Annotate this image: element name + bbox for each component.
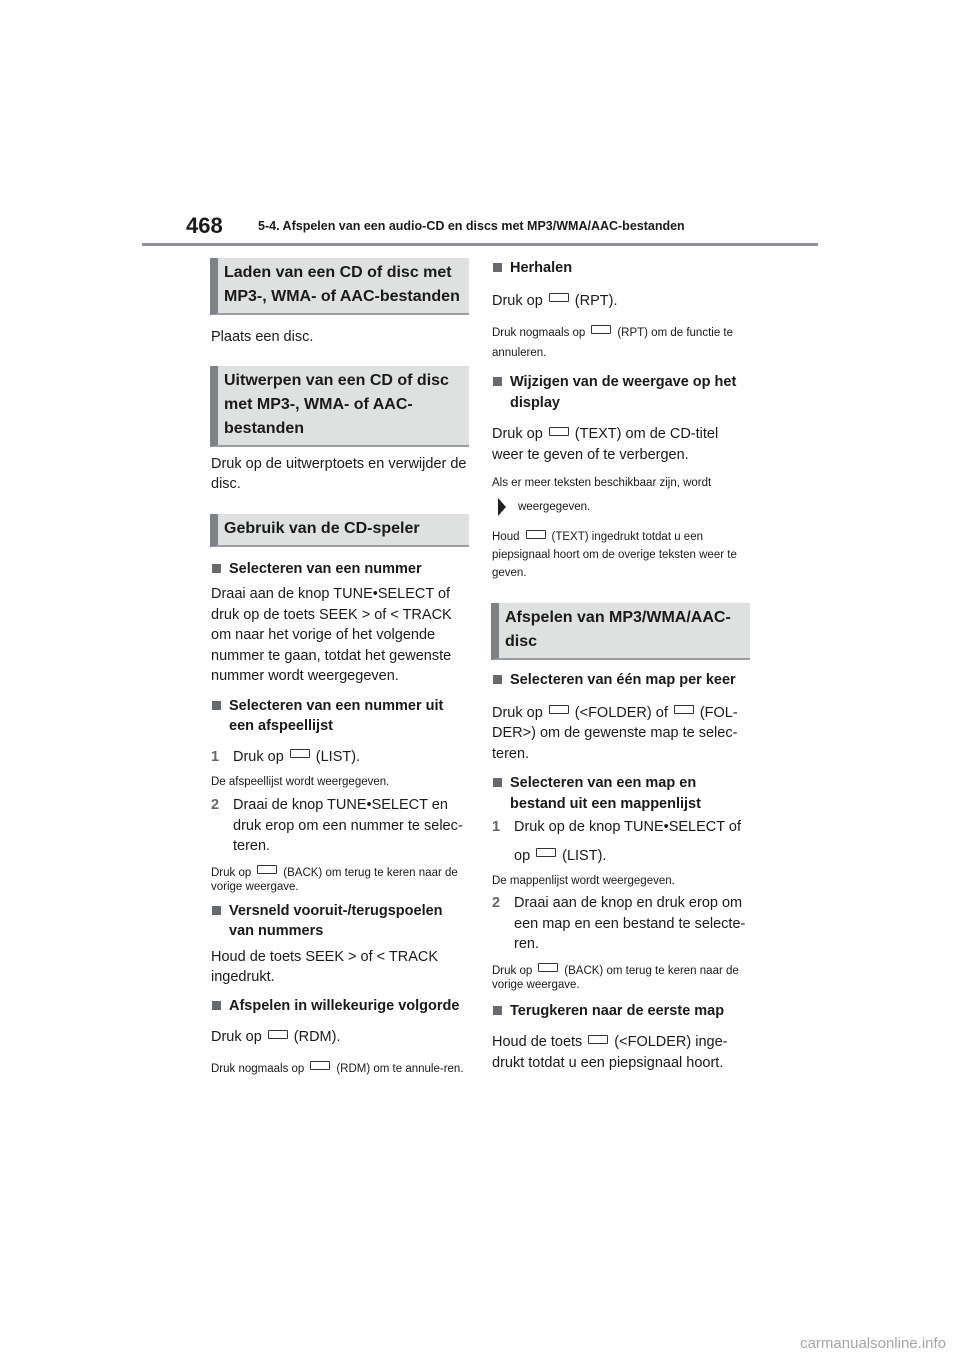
button-outline-icon bbox=[257, 865, 277, 874]
paragraph: Houd de toets (<FOLDER) inge-drukt totdat u een piepsignaal hoort. bbox=[492, 1034, 728, 1071]
bullet-square-icon bbox=[493, 1006, 502, 1015]
button-outline-icon bbox=[549, 705, 569, 714]
paragraph: Draai aan de knop TUNE•SELECT of druk op de toets SEEK > of < TRACK om naar het vorige of het volgende nummer te gaan, totdat het gewenste nummer wordt weergegeven. bbox=[211, 586, 452, 684]
note: Druk nogmaals op (RPT) om de functie te annuleren. bbox=[492, 327, 734, 359]
step: 2 Draai aan de knop en druk erop om een map en een bestand te selecte-ren. bbox=[492, 895, 746, 953]
bullet-square-icon bbox=[212, 701, 221, 710]
bullet-square-icon bbox=[493, 778, 502, 787]
subheading: Herhalen bbox=[492, 258, 750, 279]
section-heading-loading: Laden van een CD of disc met MP3-, WMA- of AAC-bestanden bbox=[210, 258, 469, 315]
note: Druk nogmaals op (RDM) om te annule-ren. bbox=[211, 1062, 464, 1075]
bullet-square-icon bbox=[212, 564, 221, 573]
note: De mappenlijst wordt weergegeven. bbox=[492, 875, 675, 888]
subheading: Selecteren van een map en bestand uit een mappenlijst bbox=[492, 773, 750, 814]
subheading: Selecteren van een nummer uit een afspeellijst bbox=[211, 696, 469, 737]
button-outline-icon bbox=[268, 1030, 288, 1039]
header-rule bbox=[142, 243, 818, 246]
subheading: Selecteren van een nummer bbox=[211, 559, 469, 580]
text-arrow-icon bbox=[498, 498, 506, 516]
subheading: Versneld vooruit-/terugspoelen van nummers bbox=[211, 901, 469, 942]
paragraph: Druk op (<FOLDER) of (FOL-DER>) om de gewenste map te selec-teren. bbox=[492, 704, 738, 762]
button-outline-icon bbox=[588, 1035, 608, 1044]
subheading: Afspelen in willekeurige volgorde bbox=[211, 996, 469, 1017]
button-outline-icon bbox=[526, 530, 546, 539]
button-outline-icon bbox=[549, 427, 569, 436]
paragraph: Druk op de uitwerptoets en verwijder de disc. bbox=[211, 455, 467, 492]
paragraph: Plaats een disc. bbox=[211, 329, 314, 345]
bullet-square-icon bbox=[493, 675, 502, 684]
paragraph: Houd de toets SEEK > of < TRACK ingedrukt. bbox=[211, 948, 439, 985]
left-column bbox=[211, 258, 469, 1080]
note: Houd (TEXT) ingedrukt totdat u een piepsignaal hoort om de overige teksten weer te geven. bbox=[492, 531, 737, 580]
button-outline-icon bbox=[538, 963, 558, 972]
section-heading-cd-player: Gebruik van de CD-speler bbox=[210, 514, 469, 547]
note: Druk op (BACK) om terug te keren naar de vorige weergave. bbox=[492, 964, 739, 991]
button-outline-icon bbox=[674, 705, 694, 714]
bullet-square-icon bbox=[493, 377, 502, 386]
step: 1 Druk op (LIST). bbox=[211, 748, 361, 765]
section-heading-mp3: Afspelen van MP3/WMA/AAC-disc bbox=[491, 603, 750, 660]
step-continued: op (LIST). bbox=[514, 847, 607, 864]
step: 1 Druk op de knop TUNE•SELECT of bbox=[492, 819, 741, 836]
subheading: Wijzigen van de weergave op het display bbox=[492, 372, 750, 413]
watermark: carmanualsonline.info bbox=[800, 1335, 946, 1352]
bullet-square-icon bbox=[493, 263, 502, 272]
button-outline-icon bbox=[549, 293, 569, 302]
bullet-square-icon bbox=[212, 906, 221, 915]
paragraph: Druk op (TEXT) om de CD-titel weer te geven of te verbergen. bbox=[492, 426, 719, 463]
subheading: Selecteren van één map per keer bbox=[492, 670, 750, 691]
paragraph: Druk op (RDM). bbox=[211, 1029, 341, 1045]
bullet-square-icon bbox=[212, 1001, 221, 1010]
button-outline-icon bbox=[591, 325, 611, 334]
section-heading-eject: Uitwerpen van een CD of disc met MP3-, WMA- of AAC-bestanden bbox=[210, 366, 469, 447]
note: Als er meer teksten beschikbaar zijn, wordt bbox=[492, 477, 712, 489]
note: De afspeellijst wordt weergegeven. bbox=[211, 776, 390, 788]
button-outline-icon bbox=[310, 1061, 330, 1070]
page-number: 468 bbox=[186, 213, 223, 238]
button-outline-icon bbox=[290, 749, 310, 758]
subheading: Terugkeren naar de eerste map bbox=[492, 1001, 750, 1022]
button-outline-icon bbox=[536, 848, 556, 857]
right-column bbox=[492, 258, 750, 1073]
step: 2 Draai de knop TUNE•SELECT en druk erop om een nummer te selec-teren. bbox=[211, 797, 463, 854]
paragraph: Druk op (RPT). bbox=[492, 292, 618, 309]
note: weergegeven. bbox=[492, 498, 750, 516]
chapter-title: 5-4. Afspelen van een audio-CD en discs met MP3/WMA/AAC-bestanden bbox=[258, 219, 685, 233]
note: Druk op (BACK) om terug te keren naar de vorige weergave. bbox=[211, 866, 458, 893]
